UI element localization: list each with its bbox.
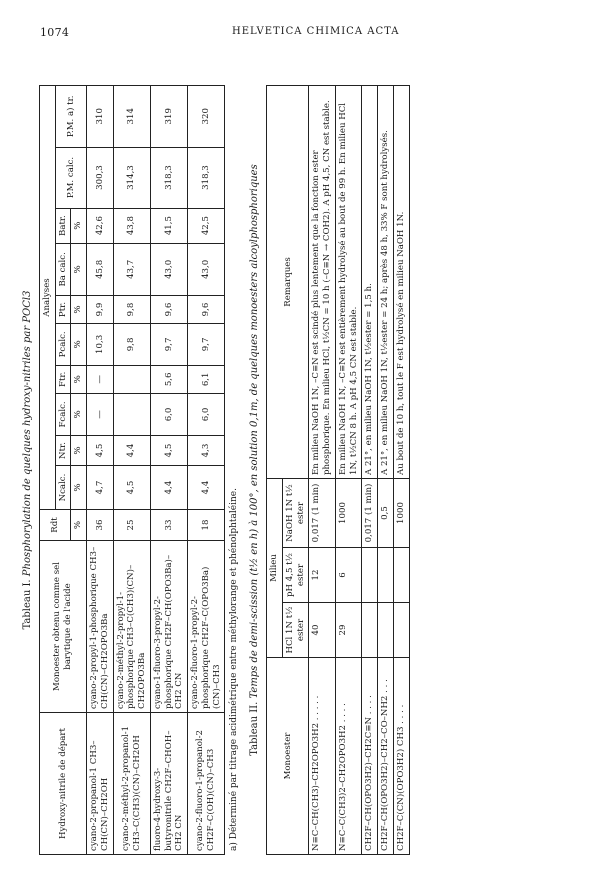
ester-cell: cyano-2-propyl-1-phosphorique CH3–CH(CN)–CH2OPO3Ba: [87, 541, 113, 713]
t2-sub: pH 4,5 t½ ester: [283, 548, 309, 603]
t1-head-ester: Monoester obtenu comme sel barytique de l'acide: [40, 541, 87, 713]
ester-cell: CH2F–CH(OPO3H2)–CH2C≡N . . . .: [362, 658, 378, 855]
value-cell: 36: [87, 510, 113, 541]
t1-unit: %: [71, 466, 87, 510]
value-cell: 318,3: [150, 147, 187, 208]
t1-unit: %: [71, 365, 87, 393]
t1-sub: Ftr.: [55, 365, 71, 393]
t1-head-start: Hydroxy-nitrile de départ: [40, 713, 87, 855]
value-cell: 10,3: [87, 324, 113, 366]
table2-body: [309, 86, 409, 855]
hcl-cell: 29: [335, 603, 361, 658]
value-cell: 320: [188, 86, 225, 148]
ph-cell: [393, 548, 409, 603]
table-row: [309, 86, 335, 855]
table2: [266, 85, 409, 855]
value-cell: 300,3: [87, 147, 113, 208]
t1-sub: Ntr.: [55, 435, 71, 465]
t1-unit: %: [71, 324, 87, 366]
value-cell: 9,6: [150, 296, 187, 324]
value-cell: 314,3: [113, 147, 150, 208]
rem-cell: En milieu NaOH 1N, –C≡N est scindé plus lentement que la fonction ester phosphorique. En milieu HCl, t½CN = 10 h (–C≡N → COH2). A pH 4,5, CN est stable.: [309, 86, 335, 479]
t1-sub: P.M. a) tr.: [55, 86, 86, 148]
ester-cell: cyano-1-fluoro-3-propyl-2-phosphorique CH2F–CH(OPO3Ba)–CH2 CN: [150, 541, 187, 713]
table1-body: [87, 86, 225, 855]
t1-sub: Pcalc.: [55, 324, 71, 366]
table1-caption: [22, 65, 33, 855]
ph-cell: [362, 548, 378, 603]
t1-unit: %: [71, 510, 87, 541]
value-cell: 43,0: [150, 243, 187, 295]
ph-cell: [378, 548, 394, 603]
value-cell: 6,1: [188, 365, 225, 393]
table-row: [87, 86, 113, 855]
ester-cell: N≡C–CH(CH3)–CH2OPO3H2 . . . . .: [309, 658, 335, 855]
value-cell: 9,8: [113, 324, 150, 366]
value-cell: 43,8: [113, 208, 150, 243]
table2-caption-title: Temps de demi-scission (t½ en h) à 100°, en solution 0,1m, de quelques monoesters alcoylphosphoriques: [249, 164, 261, 699]
value-cell: 4,7: [87, 466, 113, 510]
table2-caption-label: Tableau II.: [249, 701, 261, 756]
start-compound-cell: cyano-2-propanol-1 CH3–CH(CN)–CH2OH: [87, 713, 113, 855]
start-compound-cell: cyano-2-méthyl-2-propanol-1 CH3–C(CH3)(CN)–CH2OH: [113, 713, 150, 855]
naoh-cell: 1000: [335, 479, 361, 548]
value-cell: 18: [188, 510, 225, 541]
value-cell: 5,6: [150, 365, 187, 393]
start-compound-cell: fluoro-4-hydroxy-3-butyronitrile CH2F–CHOH–CH2 CN: [150, 713, 187, 855]
t1-head-analyses: Analyses: [40, 86, 56, 510]
value-cell: —: [87, 365, 113, 393]
rem-cell: A 21°, en milieu NaOH 1N, t½ester = 24 h; après 48 h, 33% F sont hydrolysés.: [378, 86, 394, 479]
value-cell: 4,5: [150, 435, 187, 465]
value-cell: 4,4: [150, 466, 187, 510]
value-cell: 314: [113, 86, 150, 148]
rem-cell: A 21°, en milieu NaOH 1N, t½ester = 1,5 h.: [362, 86, 378, 479]
ester-cell: CH2F–C(CN)(OPO3H2) CH3 . . . .: [393, 658, 409, 855]
hcl-cell: [378, 603, 394, 658]
t1-sub: Ba calc.: [55, 243, 71, 295]
rotated-content: [18, 65, 583, 855]
value-cell: 318,3: [188, 147, 225, 208]
t1-sub: Ptr.: [55, 296, 71, 324]
t2-sub: HCl 1N t½ ester: [283, 603, 309, 658]
t2-sub: NaOH 1N t½ ester: [283, 479, 309, 548]
table-row: [113, 86, 150, 855]
table-row: [188, 86, 225, 855]
t1-sub: Batr.: [55, 208, 71, 243]
value-cell: 4,5: [113, 466, 150, 510]
value-cell: 25: [113, 510, 150, 541]
naoh-cell: 0,017 (1 min): [362, 479, 378, 548]
naoh-cell: 0,5: [378, 479, 394, 548]
value-cell: 43,7: [113, 243, 150, 295]
value-cell: 9,7: [150, 324, 187, 366]
value-cell: 6,0: [150, 393, 187, 435]
naoh-cell: 1000: [393, 479, 409, 548]
value-cell: —: [87, 393, 113, 435]
value-cell: 319: [150, 86, 187, 148]
rem-cell: Au bout de 10 h, tout le F est hydrolysé en milieu NaOH 1N.: [393, 86, 409, 479]
t2-head-ester: Monoester: [267, 658, 309, 855]
table-row: [335, 86, 361, 855]
t1-sub: Fcalc.: [55, 393, 71, 435]
value-cell: 42,5: [188, 208, 225, 243]
ester-cell: CH2F–CH(OPO3H2)–CH2–CO–NH2 . . .: [378, 658, 394, 855]
ester-cell: N≡C–C(CH3)2–CH2OPO3H2 . . . .: [335, 658, 361, 855]
ester-cell: cyano-2-fluoro-1-propyl-2-phosphorique CH2F–C(OPO3Ba)(CN)–CH3: [188, 541, 225, 713]
ester-cell: cyano-2-méthyl-2-propyl-1-phosphorique CH3–C(CH3)(CN)–CH2OPO3Ba: [113, 541, 150, 713]
value-cell: 9,6: [188, 296, 225, 324]
table1-caption-label: Tableau I.: [22, 579, 33, 630]
table2-caption: [249, 65, 260, 855]
t1-unit: %: [71, 435, 87, 465]
naoh-cell: 0,017 (1 min): [309, 479, 335, 548]
t2-head-milieu: Milieu: [267, 479, 283, 658]
table1: [39, 85, 225, 855]
value-cell: 45,8: [87, 243, 113, 295]
ph-cell: 12: [309, 548, 335, 603]
value-cell: 33: [150, 510, 187, 541]
hcl-cell: 40: [309, 603, 335, 658]
value-cell: 4,4: [188, 466, 225, 510]
table-row: [362, 86, 378, 855]
value-cell: 41,5: [150, 208, 187, 243]
t1-unit: %: [71, 296, 87, 324]
table1-footnote: a) Déterminé par titrage acidimétrique entre méthylorange et phénolphtaléine.: [229, 488, 240, 851]
start-compound-cell: cyano-2-fluoro-1-propanol-2 CH2F–C(OH)(CN)–CH3: [188, 713, 225, 855]
journal-name: HELVETICA CHIMICA ACTA: [232, 26, 400, 37]
table-row: [150, 86, 187, 855]
page-number: 1074: [40, 26, 70, 39]
value-cell: 42,6: [87, 208, 113, 243]
table-row: [378, 86, 394, 855]
value-cell: 6,0: [188, 393, 225, 435]
rem-cell: En milieu NaOH 1N, –C≡N est entièrement hydrolysé au bout de 99 h. En milieu HCl 1N, t½CN 8 h. A pH 4,5 CN est stable.: [335, 86, 361, 479]
t1-head-rdt: Rdt: [40, 510, 71, 541]
value-cell: 9,7: [188, 324, 225, 366]
value-cell: 4,5: [87, 435, 113, 465]
ph-cell: 6: [335, 548, 361, 603]
hcl-cell: [393, 603, 409, 658]
t1-unit: %: [71, 243, 87, 295]
value-cell: [113, 365, 150, 393]
value-cell: [113, 393, 150, 435]
value-cell: 43,0: [188, 243, 225, 295]
value-cell: 4,3: [188, 435, 225, 465]
value-cell: 9,8: [113, 296, 150, 324]
t1-unit: %: [71, 393, 87, 435]
value-cell: 9,9: [87, 296, 113, 324]
table-row: [393, 86, 409, 855]
t1-sub: P.M. calc.: [55, 147, 86, 208]
table1-caption-title: Phosphorylation de quelques hydroxy-nitriles par POCl3: [22, 290, 33, 577]
t1-unit: %: [71, 208, 87, 243]
t1-sub: Ncalc.: [55, 466, 71, 510]
value-cell: 310: [87, 86, 113, 148]
hcl-cell: [362, 603, 378, 658]
t2-head-remarques: Remarques: [267, 86, 309, 479]
value-cell: 4,4: [113, 435, 150, 465]
